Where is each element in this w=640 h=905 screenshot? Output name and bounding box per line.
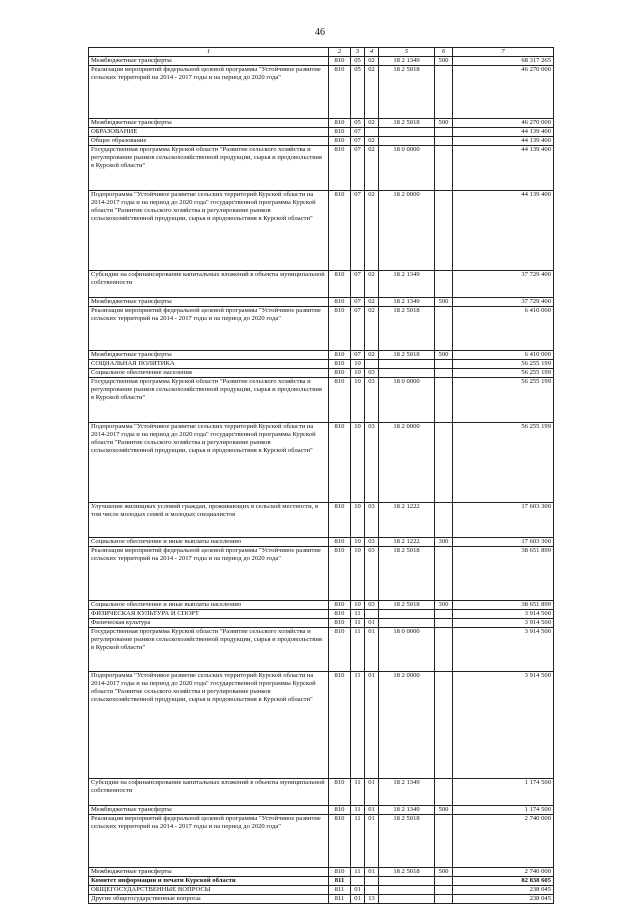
row-pr-cell: 01	[365, 618, 379, 627]
header-cell-pr: 4	[365, 48, 379, 57]
row-pr-cell: 02	[365, 66, 379, 119]
row-rz-cell: 07	[351, 270, 365, 297]
header-row	[89, 48, 554, 57]
row-vr-cell	[435, 779, 453, 806]
row-sum-cell: 17 603 300	[453, 502, 554, 538]
row-rz-cell: 10	[351, 547, 365, 600]
row-grbs-cell: 810	[329, 378, 351, 423]
row-csr-cell	[379, 877, 435, 886]
row-vr-cell: 500	[435, 868, 453, 877]
table-row	[89, 378, 554, 423]
row-csr-cell: 18 2 1349	[379, 270, 435, 297]
row-sum-cell: 38 651 899	[453, 547, 554, 600]
row-sum-cell: 68 317 265	[453, 57, 554, 66]
row-sum-cell: 1 174 500	[453, 805, 554, 814]
row-sum-cell: 2 740 000	[453, 868, 554, 877]
row-pr-cell: 03	[365, 502, 379, 538]
row-grbs-cell: 811	[329, 877, 351, 886]
row-sum-cell: 17 603 300	[453, 538, 554, 547]
row-name-cell: Подпрограмма "Устойчивое развитие сельских территорий Курской области на 2014-2017 годы и на период до 2020 года" государственной программы Курской области "Развитие сельского хозяйства и регулирование рынков сельскохозяйственной продукции, сырья и продовольствия в Курской области"	[89, 422, 329, 502]
row-name-cell: ОБЩЕГОСУДАРСТВЕННЫЕ ВОПРОСЫ	[89, 886, 329, 895]
table-row	[89, 627, 554, 672]
row-vr-cell: 300	[435, 600, 453, 609]
row-vr-cell	[435, 502, 453, 538]
row-pr-cell: 13	[365, 895, 379, 904]
header-cell-sum: 7	[453, 48, 554, 57]
row-csr-cell: 18 0 0000	[379, 627, 435, 672]
table-row	[89, 779, 554, 806]
row-vr-cell	[435, 146, 453, 191]
row-rz-cell: 10	[351, 378, 365, 423]
row-vr-cell	[435, 814, 453, 867]
row-csr-cell: 18 2 5018	[379, 868, 435, 877]
row-pr-cell: 02	[365, 306, 379, 351]
row-grbs-cell: 810	[329, 502, 351, 538]
row-grbs-cell: 810	[329, 66, 351, 119]
row-rz-cell: 11	[351, 779, 365, 806]
row-sum-cell: 2 740 000	[453, 814, 554, 867]
row-pr-cell: 01	[365, 627, 379, 672]
row-sum-cell: 56 255 199	[453, 369, 554, 378]
row-grbs-cell: 810	[329, 297, 351, 306]
row-csr-cell: 18 2 5018	[379, 600, 435, 609]
row-rz-cell: 10	[351, 502, 365, 538]
row-name-cell: Межбюджетные трансферты	[89, 297, 329, 306]
table-row	[89, 297, 554, 306]
row-pr-cell: 03	[365, 369, 379, 378]
row-csr-cell: 18 2 0000	[379, 190, 435, 270]
row-vr-cell	[435, 547, 453, 600]
row-csr-cell: 18 2 5018	[379, 547, 435, 600]
row-rz-cell: 07	[351, 128, 365, 137]
row-name-cell: Государственная программа Курской области "Развитие сельского хозяйства и регулирование рынков сельскохозяйственной продукции, сырья и продовольствия в Курской области"	[89, 146, 329, 191]
row-vr-cell	[435, 360, 453, 369]
row-vr-cell	[435, 672, 453, 779]
row-csr-cell: 18 0 0000	[379, 378, 435, 423]
row-name-cell: Межбюджетные трансферты	[89, 868, 329, 877]
row-csr-cell: 18 0 0000	[379, 146, 435, 191]
row-csr-cell: 18 2 5018	[379, 306, 435, 351]
row-name-cell: Реализация мероприятий федеральной целевой программы "Устойчивое развитие сельских территорий на 2014 - 2017 годы и на период до 2020 года"	[89, 547, 329, 600]
row-grbs-cell: 810	[329, 146, 351, 191]
row-vr-cell: 500	[435, 805, 453, 814]
row-sum-cell: 44 139 400	[453, 128, 554, 137]
row-sum-cell: 56 255 199	[453, 422, 554, 502]
row-name-cell: Физическая культура	[89, 618, 329, 627]
row-csr-cell	[379, 618, 435, 627]
header-cell-rz: 3	[351, 48, 365, 57]
row-name-cell: Реализация мероприятий федеральной целевой программы "Устойчивое развитие сельских территорий на 2014 - 2017 годы и на период до 2020 года"	[89, 814, 329, 867]
row-sum-cell: 6 410 000	[453, 306, 554, 351]
table-row	[89, 57, 554, 66]
table-row	[89, 66, 554, 119]
row-rz-cell: 11	[351, 627, 365, 672]
row-pr-cell: 01	[365, 779, 379, 806]
table-row	[89, 502, 554, 538]
row-grbs-cell: 810	[329, 351, 351, 360]
row-grbs-cell: 811	[329, 886, 351, 895]
row-vr-cell	[435, 378, 453, 423]
header-cell-csr: 5	[379, 48, 435, 57]
row-csr-cell: 18 2 5018	[379, 66, 435, 119]
row-name-cell: Общее образование	[89, 137, 329, 146]
row-pr-cell	[365, 609, 379, 618]
row-vr-cell	[435, 306, 453, 351]
row-csr-cell: 18 2 5018	[379, 814, 435, 867]
row-pr-cell	[365, 877, 379, 886]
row-name-cell: Комитет информации и печати Курской области	[89, 877, 329, 886]
table-row	[89, 360, 554, 369]
row-name-cell: Другие общегосударственные вопросы	[89, 895, 329, 904]
row-vr-cell	[435, 66, 453, 119]
table-row	[89, 137, 554, 146]
row-name-cell: Государственная программа Курской области "Развитие сельского хозяйства и регулирование рынков сельскохозяйственной продукции, сырья и продовольствия в Курской области"	[89, 627, 329, 672]
row-name-cell: Подпрограмма "Устойчивое развитие сельских территорий Курской области на 2014-2017 годы и на период до 2020 года" государственной программы Курской области "Развитие сельского хозяйства и регулирование рынков сельскохозяйственной продукции, сырья и продовольствия в Курской области"	[89, 190, 329, 270]
row-sum-cell: 82 838 605	[453, 877, 554, 886]
row-grbs-cell: 810	[329, 360, 351, 369]
row-sum-cell: 1 174 500	[453, 779, 554, 806]
row-vr-cell	[435, 190, 453, 270]
table-row	[89, 618, 554, 627]
row-rz-cell: 05	[351, 119, 365, 128]
row-vr-cell: 500	[435, 119, 453, 128]
row-rz-cell: 11	[351, 814, 365, 867]
header-cell-vr: 6	[435, 48, 453, 57]
row-pr-cell: 02	[365, 119, 379, 128]
row-sum-cell: 38 651 899	[453, 600, 554, 609]
row-rz-cell: 10	[351, 538, 365, 547]
row-grbs-cell: 810	[329, 306, 351, 351]
row-sum-cell: 37 729 400	[453, 297, 554, 306]
row-name-cell: Субсидии на софинансирование капитальных вложений в объекты муниципальной собственности	[89, 270, 329, 297]
table-row	[89, 547, 554, 600]
header-cell-grbs: 2	[329, 48, 351, 57]
row-grbs-cell: 810	[329, 547, 351, 600]
row-rz-cell: 01	[351, 895, 365, 904]
row-pr-cell: 03	[365, 547, 379, 600]
row-name-cell: Субсидии на софинансирование капитальных вложений в объекты муниципальной собственности	[89, 779, 329, 806]
row-sum-cell: 3 914 500	[453, 609, 554, 618]
row-csr-cell	[379, 369, 435, 378]
row-rz-cell	[351, 877, 365, 886]
row-name-cell: Социальное обеспечение населения	[89, 369, 329, 378]
table-row	[89, 128, 554, 137]
row-csr-cell	[379, 137, 435, 146]
row-grbs-cell: 810	[329, 369, 351, 378]
row-vr-cell	[435, 877, 453, 886]
table-row	[89, 119, 554, 128]
row-grbs-cell: 810	[329, 538, 351, 547]
row-pr-cell: 02	[365, 297, 379, 306]
row-vr-cell	[435, 137, 453, 146]
header-cell-name: 1	[89, 48, 329, 57]
row-grbs-cell: 810	[329, 618, 351, 627]
row-grbs-cell: 810	[329, 609, 351, 618]
page-number: 46	[315, 27, 325, 38]
row-csr-cell: 18 2 0000	[379, 422, 435, 502]
table-row	[89, 886, 554, 895]
row-sum-cell: 6 410 000	[453, 351, 554, 360]
row-sum-cell: 44 139 400	[453, 146, 554, 191]
row-vr-cell	[435, 422, 453, 502]
row-rz-cell: 11	[351, 609, 365, 618]
row-grbs-cell: 810	[329, 868, 351, 877]
row-grbs-cell: 811	[329, 895, 351, 904]
row-name-cell: Подпрограмма "Устойчивое развитие сельских территорий Курской области на 2014-2017 годы и на период до 2020 года" государственной программы Курской области "Развитие сельского хозяйства и регулирование рынков сельскохозяйственной продукции, сырья и продовольствия в Курской области"	[89, 672, 329, 779]
row-sum-cell: 37 729 400	[453, 270, 554, 297]
row-grbs-cell: 810	[329, 190, 351, 270]
row-rz-cell: 11	[351, 805, 365, 814]
row-grbs-cell: 810	[329, 814, 351, 867]
row-vr-cell	[435, 128, 453, 137]
row-rz-cell: 11	[351, 672, 365, 779]
row-sum-cell: 44 139 400	[453, 137, 554, 146]
row-grbs-cell: 810	[329, 672, 351, 779]
row-pr-cell: 03	[365, 422, 379, 502]
row-csr-cell: 18 2 1349	[379, 297, 435, 306]
table-row	[89, 868, 554, 877]
row-sum-cell: 3 914 500	[453, 618, 554, 627]
table-row	[89, 600, 554, 609]
row-name-cell: Межбюджетные трансферты	[89, 57, 329, 66]
row-pr-cell	[365, 886, 379, 895]
row-csr-cell: 18 2 5018	[379, 119, 435, 128]
row-csr-cell	[379, 609, 435, 618]
row-name-cell: Реализация мероприятий федеральной целевой программы "Устойчивое развитие сельских территорий на 2014 - 2017 годы и на период до 2020 года"	[89, 306, 329, 351]
row-rz-cell: 05	[351, 66, 365, 119]
row-grbs-cell: 810	[329, 57, 351, 66]
table-row	[89, 306, 554, 351]
table-row	[89, 146, 554, 191]
row-rz-cell: 07	[351, 297, 365, 306]
row-name-cell: Реализация мероприятий федеральной целевой программы "Устойчивое развитие сельских территорий на 2014 - 2017 годы и на период до 2020 года"	[89, 66, 329, 119]
row-pr-cell: 02	[365, 190, 379, 270]
row-rz-cell: 07	[351, 137, 365, 146]
row-pr-cell: 01	[365, 868, 379, 877]
table-row	[89, 672, 554, 779]
row-grbs-cell: 810	[329, 119, 351, 128]
row-name-cell: Улучшение жилищных условий граждан, проживающих в сельской местности, в том числе молодых семей и молодых специалистов	[89, 502, 329, 538]
row-pr-cell	[365, 360, 379, 369]
row-vr-cell: 500	[435, 351, 453, 360]
table-row	[89, 609, 554, 618]
row-grbs-cell: 810	[329, 600, 351, 609]
row-name-cell: Социальное обеспечение и иные выплаты населению	[89, 538, 329, 547]
row-csr-cell	[379, 128, 435, 137]
row-vr-cell: 300	[435, 538, 453, 547]
table-row	[89, 351, 554, 360]
row-sum-cell: 238 045	[453, 895, 554, 904]
row-pr-cell: 03	[365, 378, 379, 423]
row-grbs-cell: 810	[329, 128, 351, 137]
row-vr-cell	[435, 369, 453, 378]
row-rz-cell: 01	[351, 886, 365, 895]
row-rz-cell: 07	[351, 190, 365, 270]
row-pr-cell: 03	[365, 600, 379, 609]
row-vr-cell	[435, 627, 453, 672]
row-sum-cell: 46 270 000	[453, 66, 554, 119]
row-pr-cell: 02	[365, 146, 379, 191]
row-rz-cell: 07	[351, 146, 365, 191]
row-vr-cell	[435, 895, 453, 904]
row-rz-cell: 07	[351, 351, 365, 360]
row-vr-cell	[435, 270, 453, 297]
row-rz-cell: 10	[351, 369, 365, 378]
row-vr-cell: 500	[435, 57, 453, 66]
row-grbs-cell: 810	[329, 422, 351, 502]
row-rz-cell: 05	[351, 57, 365, 66]
table-row	[89, 895, 554, 904]
row-csr-cell: 18 2 1349	[379, 779, 435, 806]
row-vr-cell	[435, 886, 453, 895]
table-row	[89, 190, 554, 270]
row-sum-cell: 238 045	[453, 886, 554, 895]
row-sum-cell: 56 255 199	[453, 378, 554, 423]
table-row	[89, 814, 554, 867]
row-sum-cell: 3 914 500	[453, 672, 554, 779]
row-rz-cell: 11	[351, 868, 365, 877]
row-grbs-cell: 810	[329, 137, 351, 146]
row-grbs-cell: 810	[329, 779, 351, 806]
row-vr-cell	[435, 609, 453, 618]
row-name-cell: Межбюджетные трансферты	[89, 351, 329, 360]
row-rz-cell: 10	[351, 422, 365, 502]
row-rz-cell: 07	[351, 306, 365, 351]
table-row	[89, 877, 554, 886]
row-rz-cell: 10	[351, 600, 365, 609]
row-pr-cell: 01	[365, 805, 379, 814]
table-row	[89, 270, 554, 297]
row-csr-cell	[379, 886, 435, 895]
row-pr-cell: 01	[365, 672, 379, 779]
row-pr-cell: 03	[365, 538, 379, 547]
row-rz-cell: 11	[351, 618, 365, 627]
row-csr-cell: 18 2 5018	[379, 351, 435, 360]
row-grbs-cell: 810	[329, 270, 351, 297]
row-name-cell: ФИЗИЧЕСКАЯ КУЛЬТУРА И СПОРТ	[89, 609, 329, 618]
row-vr-cell: 500	[435, 297, 453, 306]
row-pr-cell	[365, 128, 379, 137]
row-sum-cell: 3 914 500	[453, 627, 554, 672]
table-body	[89, 57, 554, 904]
table-row	[89, 369, 554, 378]
row-pr-cell: 02	[365, 137, 379, 146]
row-name-cell: ОБРАЗОВАНИЕ	[89, 128, 329, 137]
row-pr-cell: 01	[365, 814, 379, 867]
table-row	[89, 538, 554, 547]
row-csr-cell: 18 2 1222	[379, 502, 435, 538]
row-name-cell: СОЦИАЛЬНАЯ ПОЛИТИКА	[89, 360, 329, 369]
row-csr-cell	[379, 360, 435, 369]
row-name-cell: Социальное обеспечение и иные выплаты населению	[89, 600, 329, 609]
row-vr-cell	[435, 618, 453, 627]
row-grbs-cell: 810	[329, 627, 351, 672]
row-pr-cell: 02	[365, 270, 379, 297]
row-rz-cell: 10	[351, 360, 365, 369]
row-csr-cell: 18 2 0000	[379, 672, 435, 779]
row-csr-cell: 18 2 1222	[379, 538, 435, 547]
row-name-cell: Государственная программа Курской области "Развитие сельского хозяйства и регулирование рынков сельскохозяйственной продукции, сырья и продовольствия в Курской области"	[89, 378, 329, 423]
row-grbs-cell: 810	[329, 805, 351, 814]
row-csr-cell: 18 2 1349	[379, 805, 435, 814]
row-pr-cell: 02	[365, 57, 379, 66]
row-name-cell: Межбюджетные трансферты	[89, 805, 329, 814]
row-sum-cell: 56 255 199	[453, 360, 554, 369]
row-csr-cell	[379, 895, 435, 904]
row-sum-cell: 44 139 400	[453, 190, 554, 270]
row-sum-cell: 46 270 000	[453, 119, 554, 128]
row-pr-cell: 02	[365, 351, 379, 360]
budget-table	[88, 47, 554, 904]
table-row	[89, 805, 554, 814]
row-name-cell: Межбюджетные трансферты	[89, 119, 329, 128]
table-row	[89, 422, 554, 502]
row-csr-cell: 18 2 1349	[379, 57, 435, 66]
